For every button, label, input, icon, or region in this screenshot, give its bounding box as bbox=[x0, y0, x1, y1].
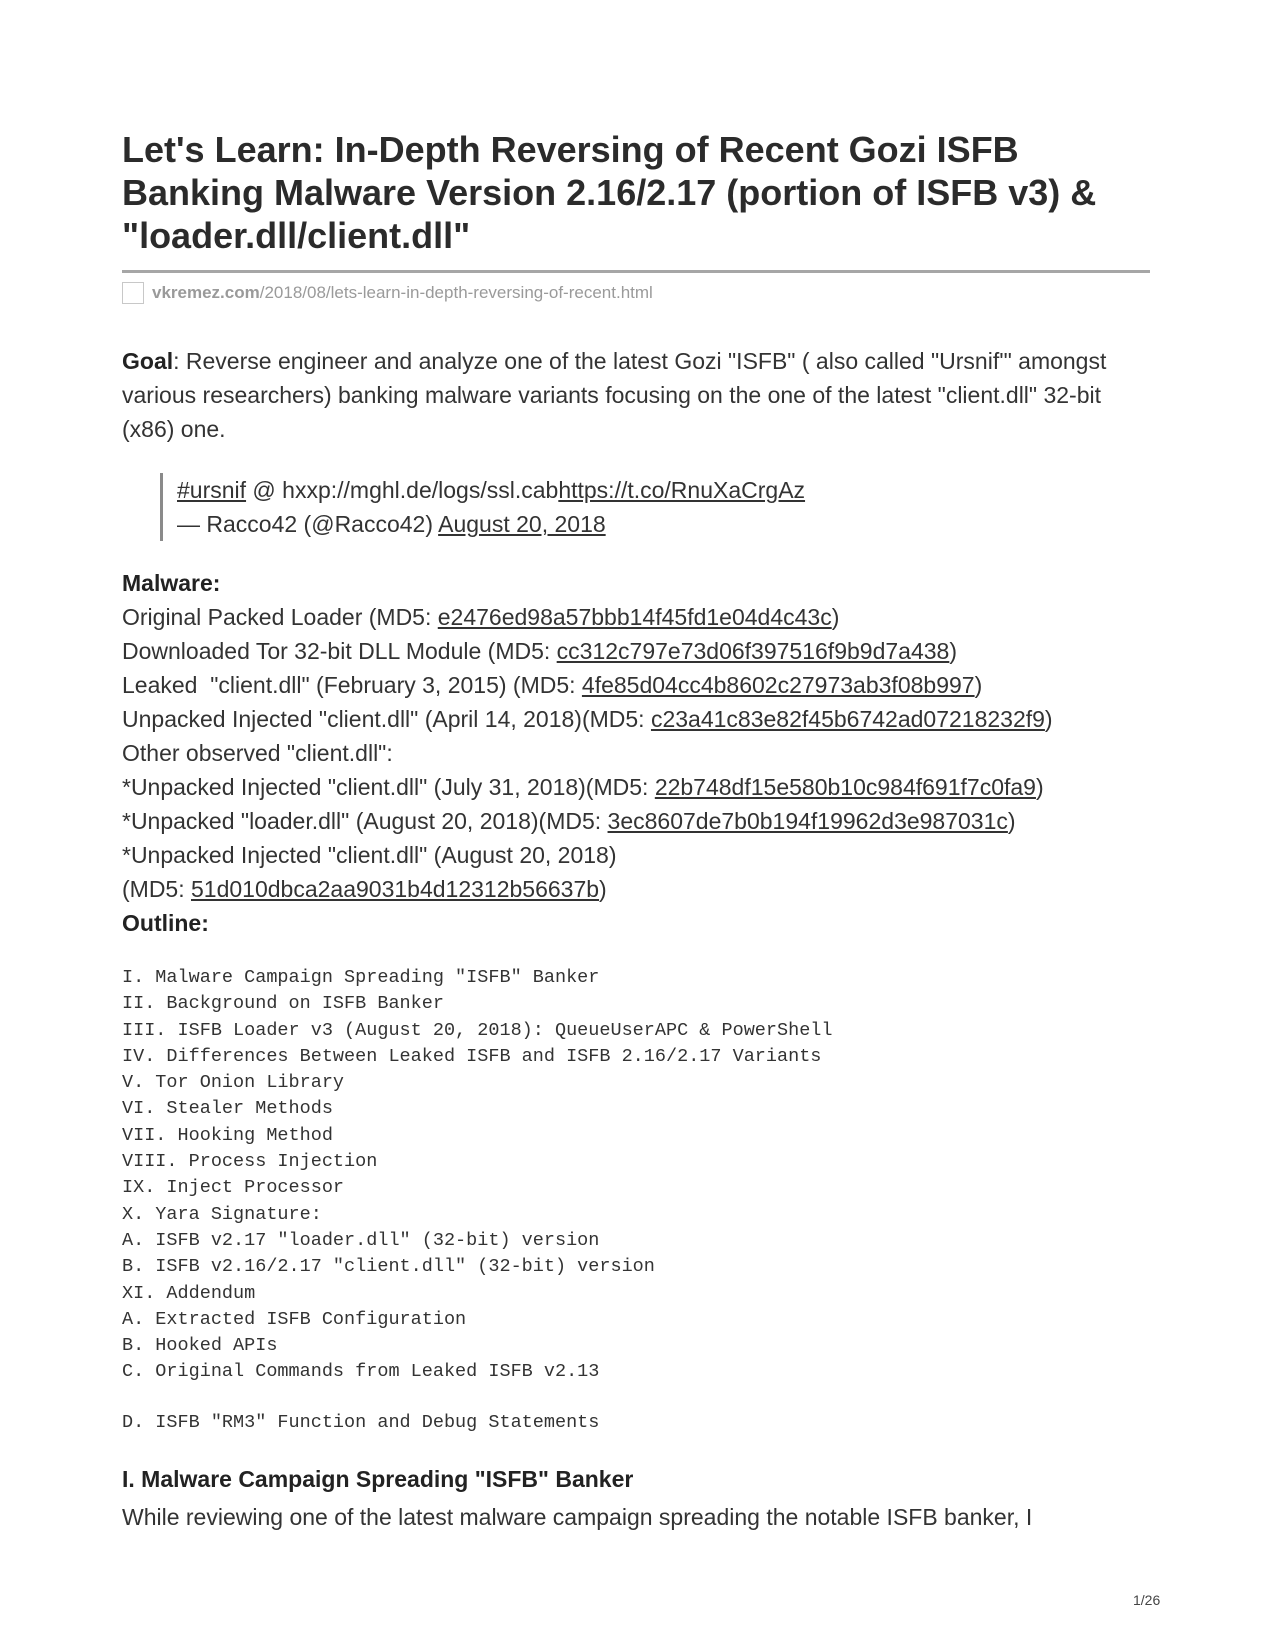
outline-heading: Outline: bbox=[122, 910, 209, 936]
malware-row bbox=[122, 770, 1053, 804]
malware-row bbox=[122, 872, 1053, 906]
favicon-placeholder-icon bbox=[122, 282, 144, 304]
malware-row bbox=[122, 668, 1053, 702]
embedded-tweet-quote bbox=[160, 473, 805, 541]
malware-row-text: *Unpacked Injected "client.dll" (August 20, 2018) bbox=[122, 842, 617, 868]
tweet-date-link[interactable]: August 20, 2018 bbox=[438, 511, 606, 537]
malware-row-text: Other observed "client.dll": bbox=[122, 740, 393, 766]
outline-item: V. Tor Onion Library bbox=[122, 1072, 345, 1094]
md5-hash-link[interactable]: cc312c797e73d06f397516f9b9d7a438 bbox=[556, 638, 950, 664]
md5-hash-link[interactable]: 22b748df15e580b10c984f691f7c0fa9 bbox=[654, 774, 1036, 800]
malware-row-suffix: ) bbox=[1035, 774, 1044, 800]
tweet-attribution: — Racco42 (@Racco42) bbox=[177, 511, 439, 537]
malware-row-suffix: ) bbox=[1044, 706, 1053, 732]
malware-row-text: *Unpacked "loader.dll" (August 20, 2018)(MD5: bbox=[122, 808, 608, 834]
outline-item: III. ISFB Loader v3 (August 20, 2018): QueueUserAPC & PowerShell bbox=[122, 1019, 833, 1041]
malware-row bbox=[122, 702, 1053, 736]
malware-row-text: (MD5: bbox=[122, 876, 191, 902]
outline-item: C. Original Commands from Leaked ISFB v2.13 bbox=[122, 1361, 600, 1383]
malware-row-suffix: ) bbox=[974, 672, 983, 698]
outline-spacer bbox=[122, 1386, 833, 1410]
outline-item: B. Hooked APIs bbox=[122, 1335, 278, 1357]
outline-list bbox=[122, 965, 833, 1436]
page-number: 1/26 bbox=[1133, 1592, 1161, 1608]
goal-text: : Reverse engineer and analyze one of the latest Gozi "ISFB" ( also called "Ursnif'" amongst various researchers) banking malware variants focusing on the one of the latest "client.dll" 32-bit (x86) one. bbox=[122, 348, 1107, 442]
outline-item: VI. Stealer Methods bbox=[122, 1098, 333, 1120]
outline-item: B. ISFB v2.16/2.17 "client.dll" (32-bit) version bbox=[122, 1256, 655, 1278]
article-title: Let's Learn: In-Depth Reversing of Recent Gozi ISFB Banking Malware Version 2.16/2.17 (portion of ISFB v3) & "loader.dll/client.dll" bbox=[122, 129, 1097, 256]
outline-item: D. ISFB "RM3" Function and Debug Statements bbox=[122, 1411, 600, 1433]
malware-row-suffix: ) bbox=[599, 876, 607, 902]
section-heading: I. Malware Campaign Spreading "ISFB" Banker bbox=[122, 1466, 634, 1492]
source-path: /2018/08/lets-learn-in-depth-reversing-of-recent.html bbox=[259, 283, 653, 302]
malware-row bbox=[122, 838, 1053, 872]
outline-item: XI. Addendum bbox=[122, 1282, 256, 1304]
tweet-short-link[interactable]: https://t.co/RnuXaCrgAz bbox=[558, 477, 806, 503]
malware-section bbox=[122, 566, 1053, 940]
malware-row-text: Downloaded Tor 32-bit DLL Module (MD5: bbox=[122, 638, 557, 664]
malware-row bbox=[122, 804, 1053, 838]
outline-item: II. Background on ISFB Banker bbox=[122, 993, 444, 1015]
outline-item: VII. Hooking Method bbox=[122, 1124, 333, 1146]
outline-item: IX. Inject Processor bbox=[122, 1177, 345, 1199]
malware-row-text: Unpacked Injected "client.dll" (April 14, 2018)(MD5: bbox=[122, 706, 651, 732]
md5-hash-link[interactable]: 51d010dbca2aa9031b4d12312b56637b bbox=[191, 876, 600, 902]
md5-hash-link[interactable]: 3ec8607de7b0b194f19962d3e987031c bbox=[607, 808, 1008, 834]
malware-row bbox=[122, 600, 1053, 634]
title-divider bbox=[122, 270, 1150, 273]
outline-item: X. Yara Signature: bbox=[122, 1203, 322, 1225]
outline-item: A. ISFB v2.17 "loader.dll" (32-bit) version bbox=[122, 1229, 600, 1251]
malware-heading: Malware: bbox=[122, 570, 221, 596]
section-paragraph: While reviewing one of the latest malware campaign spreading the notable ISFB banker, I bbox=[122, 1504, 1033, 1530]
malware-row-text: Original Packed Loader (MD5: bbox=[122, 604, 438, 630]
malware-row-text: *Unpacked Injected "client.dll" (July 31, 2018)(MD5: bbox=[122, 774, 655, 800]
goal-label: Goal bbox=[122, 348, 174, 374]
outline-item: VIII. Process Injection bbox=[122, 1151, 378, 1173]
md5-hash-link[interactable]: c23a41c83e82f45b6742ad07218232f9 bbox=[650, 706, 1045, 732]
source-host: vkremez.com bbox=[152, 283, 260, 302]
source-url[interactable] bbox=[122, 282, 653, 304]
malware-row-text: Leaked "client.dll" (February 3, 2015) (MD5: bbox=[122, 672, 582, 698]
tweet-hashtag-link[interactable]: #ursnif bbox=[177, 477, 247, 503]
tweet-attribution-line bbox=[177, 507, 805, 541]
outline-item: I. Malware Campaign Spreading "ISFB" Banker bbox=[122, 967, 600, 988]
malware-row bbox=[122, 736, 1053, 770]
tweet-line bbox=[177, 473, 805, 507]
malware-row-suffix: ) bbox=[1007, 808, 1016, 834]
tweet-text: @ hxxp://mghl.de/logs/ssl.cab bbox=[246, 477, 559, 503]
goal-paragraph bbox=[122, 344, 1132, 446]
md5-hash-link[interactable]: 4fe85d04cc4b8602c27973ab3f08b997 bbox=[581, 672, 975, 698]
malware-row-suffix: ) bbox=[831, 604, 840, 630]
malware-row-suffix: ) bbox=[949, 638, 957, 664]
outline-item: A. Extracted ISFB Configuration bbox=[122, 1308, 467, 1330]
malware-row bbox=[122, 634, 1053, 668]
outline-item: IV. Differences Between Leaked ISFB and ISFB 2.16/2.17 Variants bbox=[122, 1045, 822, 1067]
md5-hash-link[interactable]: e2476ed98a57bbb14f45fd1e04d4c43c bbox=[437, 604, 832, 630]
